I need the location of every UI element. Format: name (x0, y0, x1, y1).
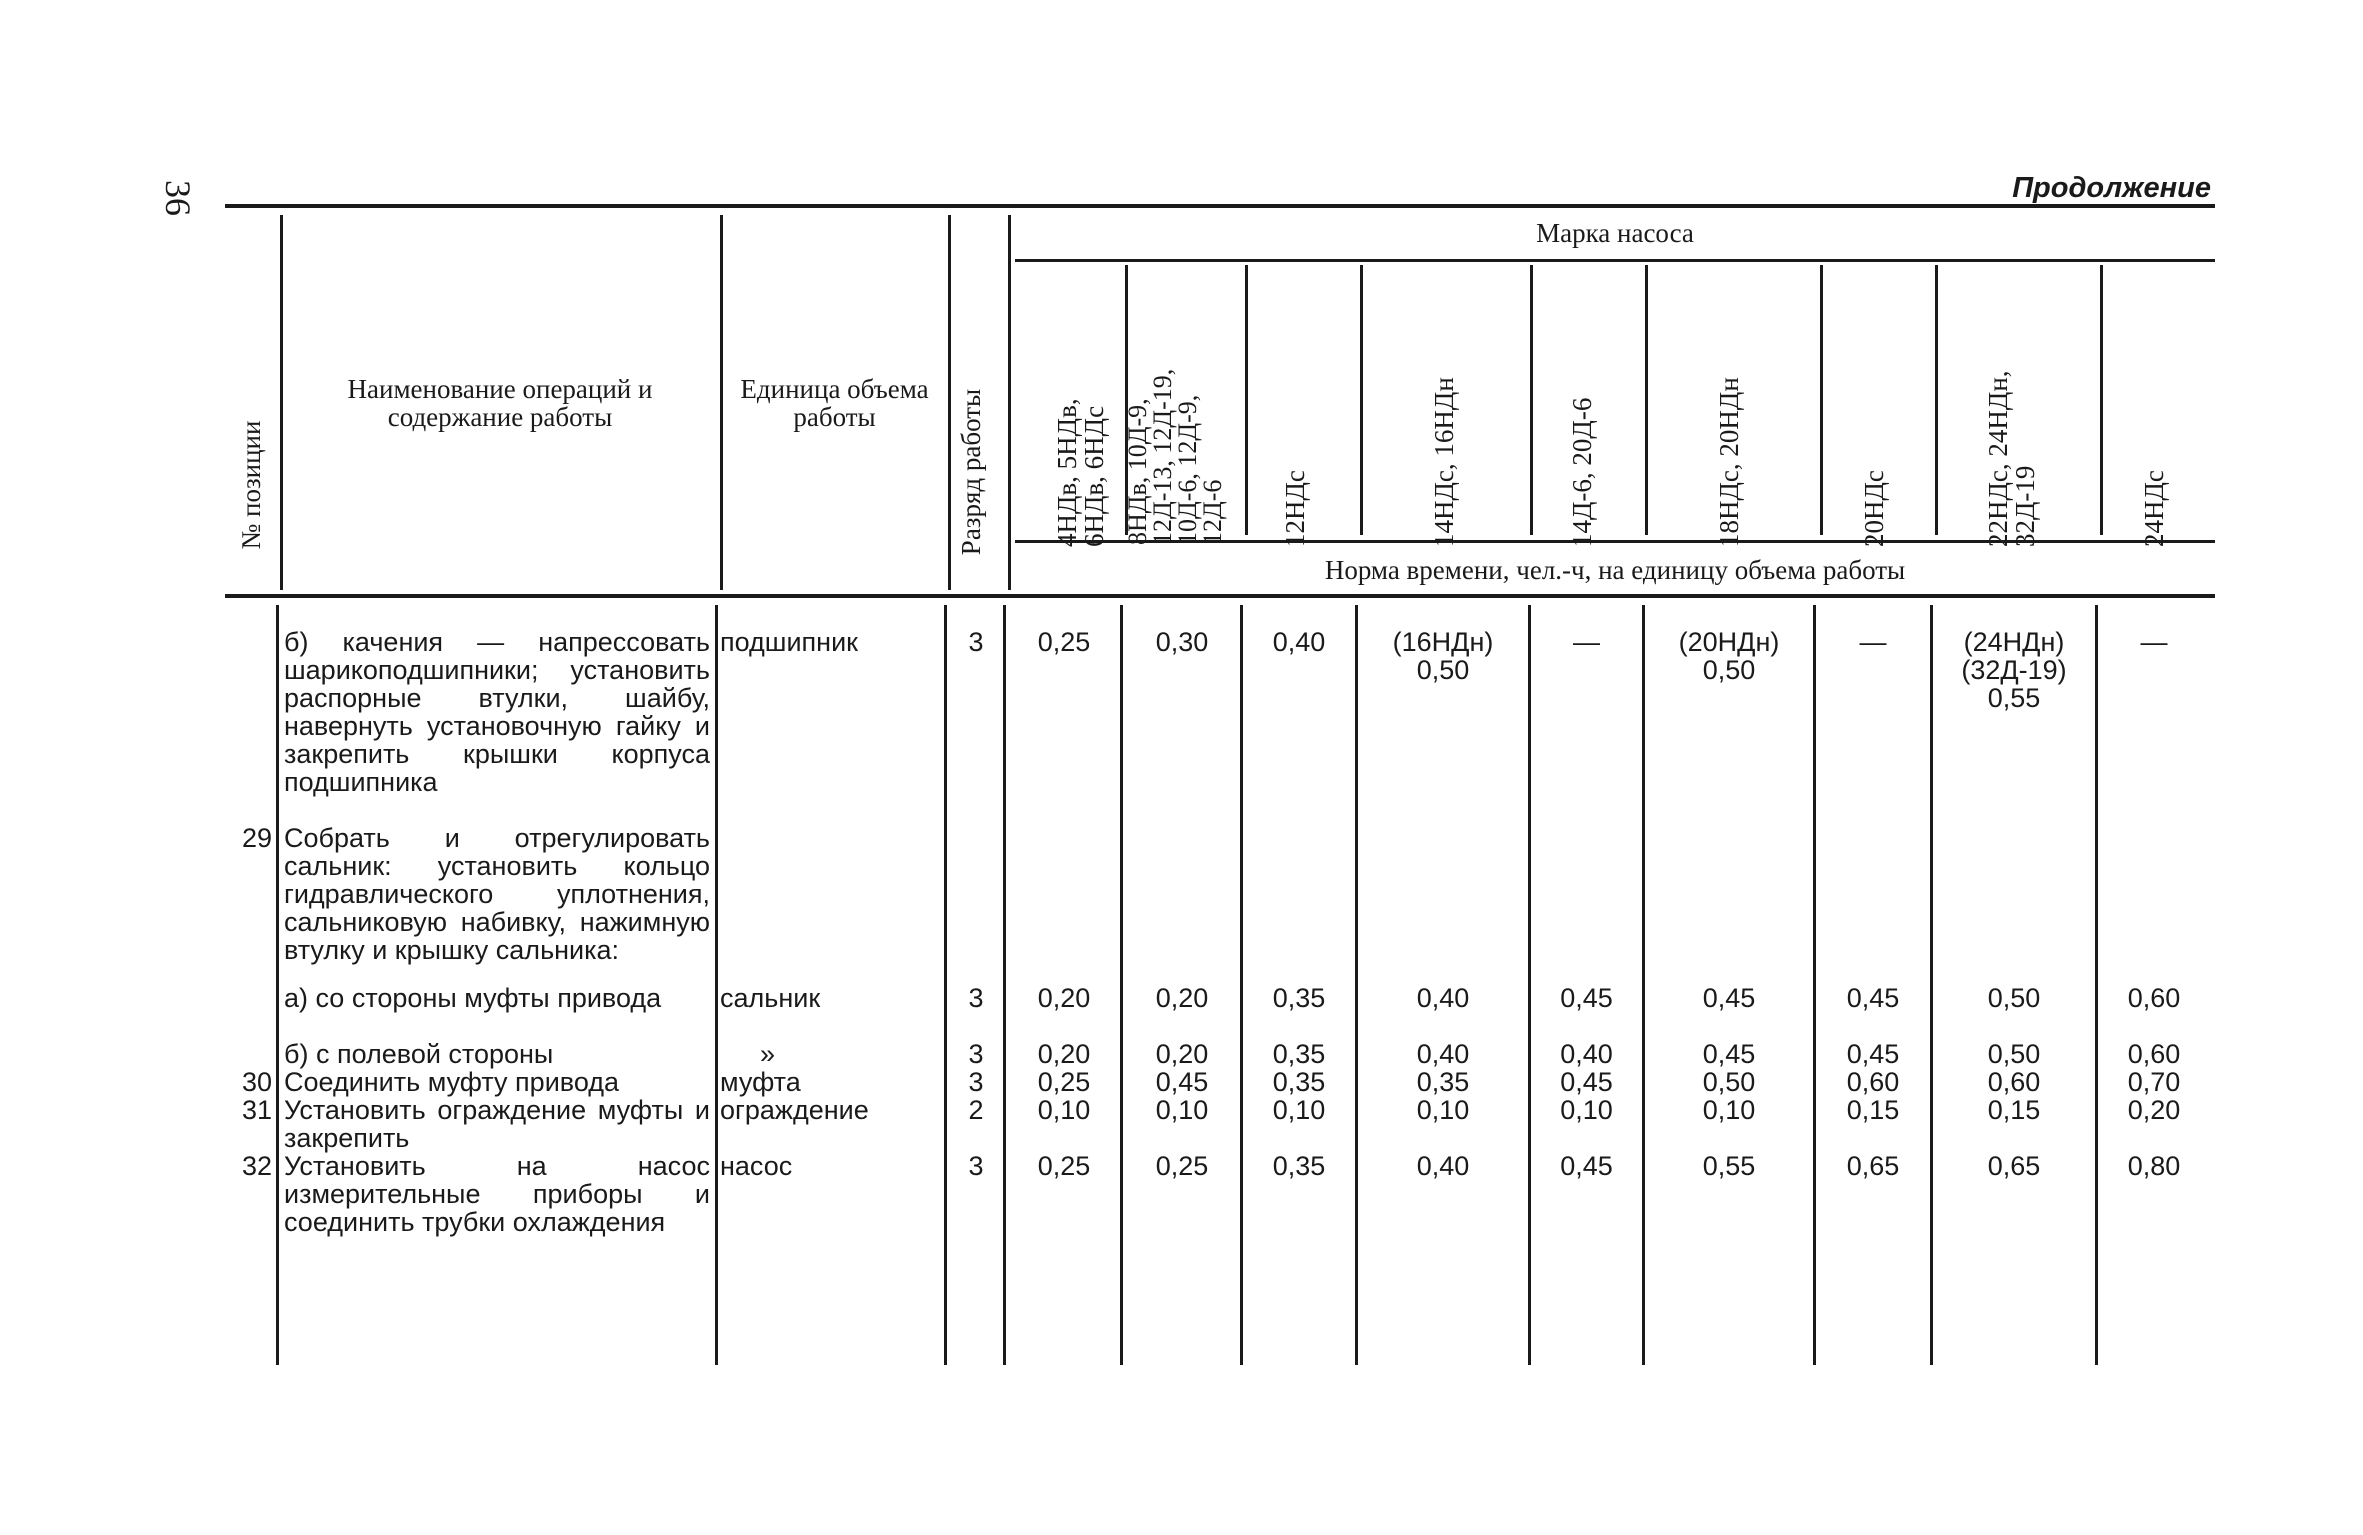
row-value: 0,35 (1416, 1067, 1470, 1097)
row-description: б) качения — напрессовать шарикоподшипники; установить распорные втулки, шайбу, навернуть установочную гайку и закрепить крышки корпуса подшипника (284, 627, 710, 797)
row-value: 0,40 (1416, 1151, 1470, 1181)
row-value: 0,35 (1272, 983, 1326, 1013)
row-value: 0,10 (1702, 1095, 1756, 1125)
row-value: 0,40 (1416, 983, 1470, 1013)
row-description: б) с полевой стороны (284, 1039, 554, 1069)
body-col-sep (1120, 605, 1123, 1365)
row-value: 0,45 (1702, 983, 1756, 1013)
row-value: 0,25 (1037, 1067, 1091, 1097)
row-value: 0,35 (1272, 1151, 1326, 1181)
row-value: 0,30 (1155, 627, 1209, 657)
header-pump-sep (1530, 265, 1533, 535)
row-value: 0,80 (2127, 1151, 2181, 1181)
continuation-label: Продолжение (2012, 172, 2211, 204)
row-position: 29 (241, 823, 272, 853)
row-position: 32 (241, 1151, 272, 1181)
row-grade: 3 (968, 983, 984, 1013)
pump-header: 18НДс, 20НДн (1714, 377, 1744, 547)
row-value: 0,20 (1037, 983, 1091, 1013)
header-pump-sep (1360, 265, 1363, 535)
pump-header: 12НДс (1280, 470, 1310, 547)
row-value: 0,20 (1155, 1039, 1209, 1069)
row-value: 0,40 (1560, 1039, 1613, 1069)
row-value: 0,45 (1155, 1067, 1209, 1097)
row-position: 31 (241, 1095, 272, 1125)
row-unit: подшипник (720, 627, 858, 657)
row-value: 0,10 (1272, 1095, 1326, 1125)
row-grade: 3 (968, 627, 984, 657)
row-unit: ограждение (720, 1095, 869, 1125)
row-value: — (2140, 627, 2168, 657)
row-value: (20НДн) 0,50 (1678, 627, 1780, 685)
brand-rule (1015, 259, 2215, 262)
table-top-rule (225, 204, 2215, 208)
row-value: 0,40 (1416, 1039, 1470, 1069)
row-value: 0,45 (1560, 1067, 1613, 1097)
row-description: Установить ограждение муфты и закрепить (284, 1095, 710, 1153)
row-value: 0,60 (2127, 983, 2181, 1013)
row-value: 0,25 (1037, 1151, 1091, 1181)
row-value: — (1859, 627, 1887, 657)
row-value: 0,10 (1560, 1095, 1613, 1125)
row-value: 0,70 (2127, 1067, 2181, 1097)
row-value: 0,15 (1987, 1095, 2041, 1125)
pump-header: 22НДс, 24НДн, 32Д-19 (1983, 370, 2040, 547)
row-value: 0,10 (1416, 1095, 1470, 1125)
row-value: 0,60 (1987, 1067, 2041, 1097)
row-value: 0,45 (1560, 983, 1613, 1013)
header-bottom-rule (225, 594, 2215, 598)
row-value: 0,10 (1155, 1095, 1209, 1125)
header-pump-brand: Марка насоса (1536, 218, 1694, 248)
row-grade: 3 (968, 1067, 984, 1097)
row-value: 0,35 (1272, 1067, 1326, 1097)
header-pump-sep (1245, 265, 1248, 535)
row-unit: » (760, 1039, 776, 1069)
header-pump-sep (1645, 265, 1648, 535)
pump-header: 20НДс (1859, 470, 1889, 547)
header-col-sep (948, 215, 951, 590)
row-value: 0,45 (1702, 1039, 1756, 1069)
header-col-sep (280, 215, 283, 590)
row-value: 0,65 (1846, 1151, 1900, 1181)
row-value: 0,25 (1037, 627, 1091, 657)
row-description: Установить на насос измерительные приборы и соединить трубки охлаждения (284, 1151, 710, 1237)
page-number: 36 (158, 180, 198, 216)
row-description: Соединить муфту привода (284, 1067, 620, 1097)
row-value: 0,60 (1846, 1067, 1900, 1097)
row-description: Собрать и отрегулировать сальник: установить кольцо гидравлического уплотнения, сальниковую набивку, нажимную втулку и крышку сальника: (284, 823, 710, 965)
body-col-sep (944, 605, 947, 1365)
header-operation-name: Наименование операций и содержание работы (347, 374, 653, 432)
header-pump-sep (2100, 265, 2103, 535)
row-value: 0,35 (1272, 1039, 1326, 1069)
header-pump-sep (1935, 265, 1938, 535)
row-value: 0,50 (1702, 1067, 1756, 1097)
row-grade: 3 (968, 1039, 984, 1069)
row-value: 0,20 (2127, 1095, 2181, 1125)
row-value: 0,45 (1846, 983, 1900, 1013)
body-col-sep (276, 605, 279, 1365)
row-position: 30 (241, 1067, 272, 1097)
header-pump-sep (1820, 265, 1823, 535)
row-unit: сальник (720, 983, 821, 1013)
row-value: — (1573, 627, 1600, 657)
row-value: 0,55 (1702, 1151, 1756, 1181)
pump-header: 14Д-6, 20Д-6 (1567, 397, 1597, 547)
row-value: 0,20 (1037, 1039, 1091, 1069)
row-value: 0,50 (1987, 983, 2041, 1013)
row-value: 0,25 (1155, 1151, 1209, 1181)
header-col-sep (1008, 215, 1011, 590)
header-grade: Разряд работы (956, 388, 986, 556)
header-time-norm: Норма времени, чел.-ч, на единицу объема работы (1324, 555, 1906, 585)
header-position: № позиции (236, 420, 266, 550)
row-unit: муфта (720, 1067, 801, 1097)
row-value: 0,10 (1037, 1095, 1091, 1125)
pump-header: 8НДв, 10Д-9, 12Д-13, 12Д-19, 10Д-6, 12Д-9, 12Д-6 (1123, 368, 1227, 545)
body-col-sep (1003, 605, 1006, 1365)
body-col-sep (715, 605, 718, 1365)
row-value: 0,40 (1272, 627, 1326, 657)
row-value: 0,15 (1846, 1095, 1900, 1125)
row-value: 0,50 (1987, 1039, 2041, 1069)
row-value: (16НДн) 0,50 (1392, 627, 1494, 685)
pump-header: 4НДв, 5НДв, 6НДв, 6НДс (1052, 398, 1109, 547)
row-unit: насос (720, 1151, 793, 1181)
row-grade: 3 (968, 1151, 984, 1181)
row-grade: 2 (968, 1095, 984, 1125)
row-value: 0,45 (1560, 1151, 1613, 1181)
row-value: 0,65 (1987, 1151, 2041, 1181)
pump-header: 14НДс, 16НДн (1429, 377, 1459, 547)
row-value: 0,20 (1155, 983, 1209, 1013)
row-value: 0,45 (1846, 1039, 1900, 1069)
row-description: а) со стороны муфты привода (284, 983, 662, 1013)
row-value: (24НДн) (32Д-19) 0,55 (1961, 627, 2067, 713)
pump-header: 24НДс (2139, 470, 2169, 547)
header-unit: Единица объема работы (740, 374, 929, 432)
row-value: 0,60 (2127, 1039, 2181, 1069)
